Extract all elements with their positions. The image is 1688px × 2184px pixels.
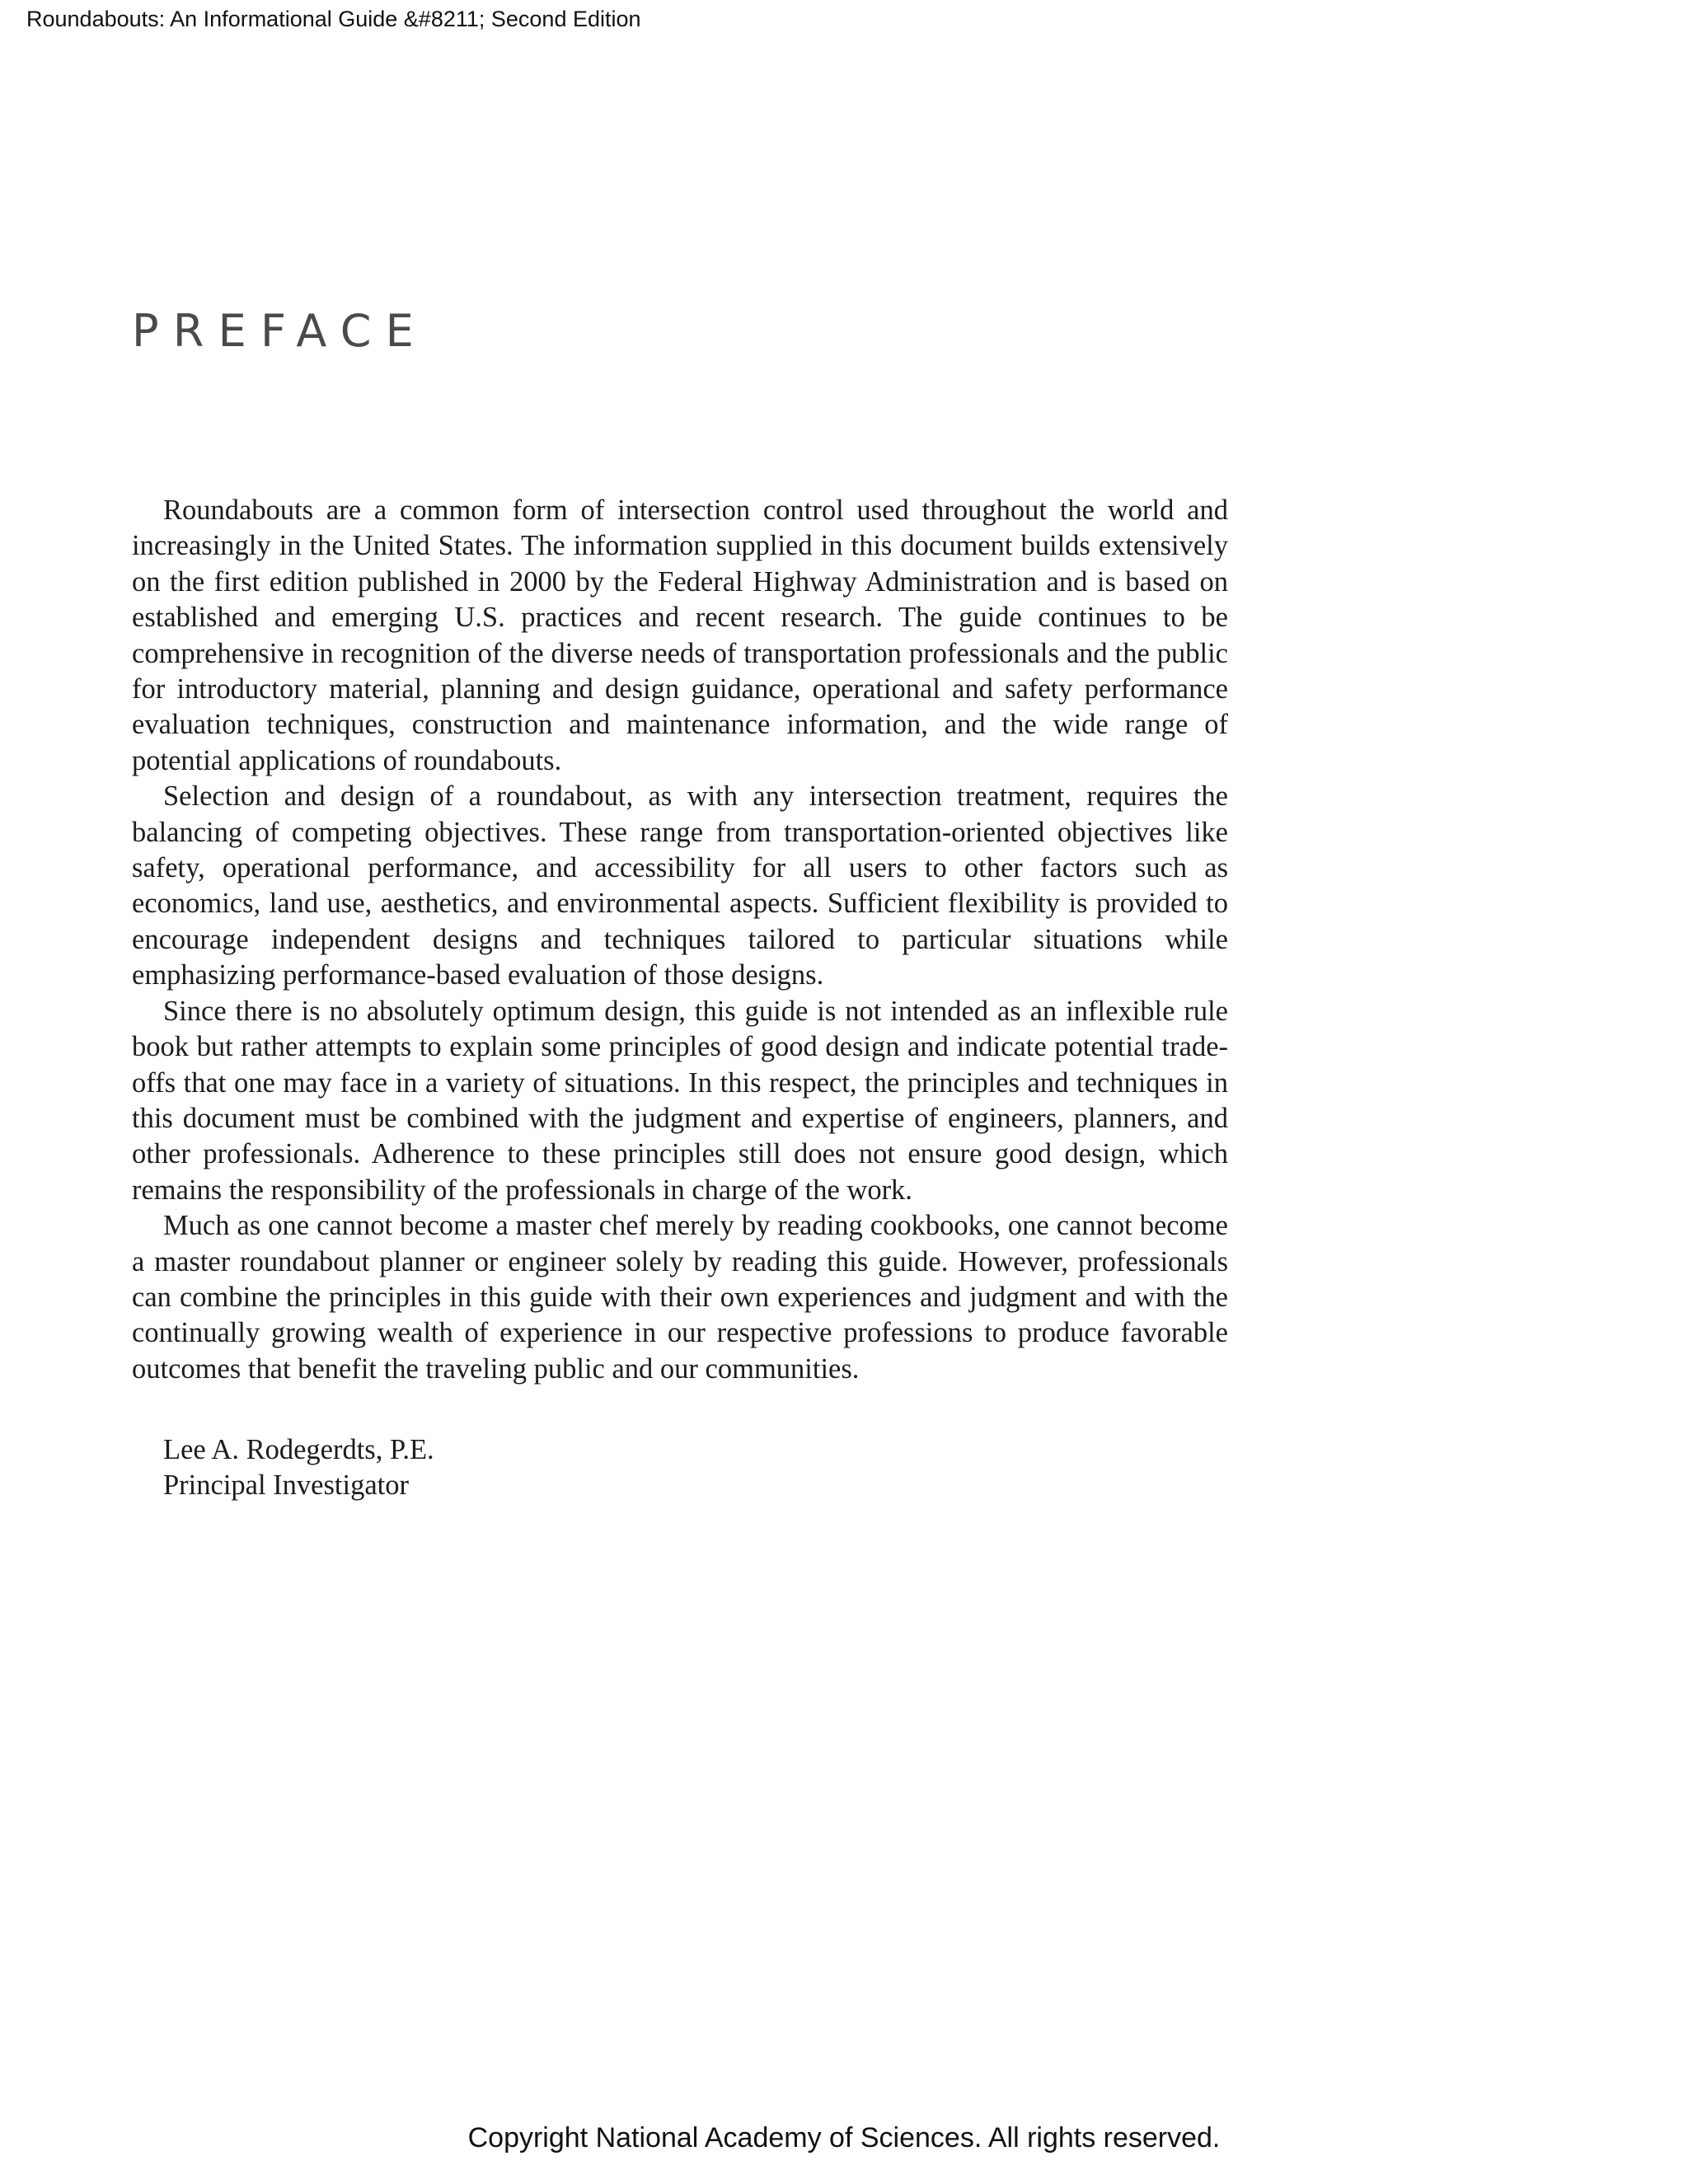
running-header: Roundabouts: An Informational Guide &#8211; Second Edition bbox=[26, 7, 641, 31]
preface-body bbox=[132, 493, 1228, 1387]
paragraph-3: Since there is no absolutely optimum design, this guide is not intended as an inflexible rule book but rather attempts to explain some principles of good design and indicate potential trade-offs that one may face in a variety of situations. In this respect, the principles and techniques in this document must be combined with the judgment and expertise of engineers, planners, and other professionals. Adherence to these principles still does not ensure good design, which remains the responsibility of the professionals in charge of the work. bbox=[132, 995, 1228, 1206]
author-name: Lee A. Rodegerdts, P.E. bbox=[163, 1434, 434, 1465]
author-role: Principal Investigator bbox=[163, 1469, 409, 1502]
copyright-footer: Copyright National Academy of Sciences. All rights reserved. bbox=[467, 2122, 1221, 2154]
page-title: PREFACE bbox=[132, 305, 429, 357]
paragraph-4: Much as one cannot become a master chef merely by reading cookbooks, one cannot become a master roundabout planner or engineer solely by reading this guide. However, professionals can combine the principles in this guide with their own experiences and judgment and with the continually growing wealth of experience in our respective professions to produce favorable outcomes that benefit the traveling public and our communities. bbox=[132, 1210, 1228, 1385]
signature-block bbox=[163, 1432, 434, 1504]
paragraph-1: Roundabouts are a common form of intersection control used throughout the world and increasingly in the United States. The information supplied in this document builds extensively on the first edition published in 2000 by the Federal Highway Administration and is based on established and emerging U.S. practices and recent research. The guide continues to be comprehensive in recognition of the diverse needs of transportation professionals and the public for introductory material, planning and design guidance, operational and safety performance evaluation techniques, construction and maintenance information, and the wide range of potential applications of roundabouts. bbox=[132, 494, 1228, 776]
paragraph-2: Selection and design of a roundabout, as with any intersection treatment, requires the balancing of competing objectives. These range from transportation-oriented objectives like safety, operational performance, and accessibility for all users to other factors such as economics, land use, aesthetics, and environmental aspects. Sufficient flexibility is provided to encourage independent designs and techniques tailored to particular situations while emphasizing performance-based evaluation of those designs. bbox=[132, 780, 1228, 991]
